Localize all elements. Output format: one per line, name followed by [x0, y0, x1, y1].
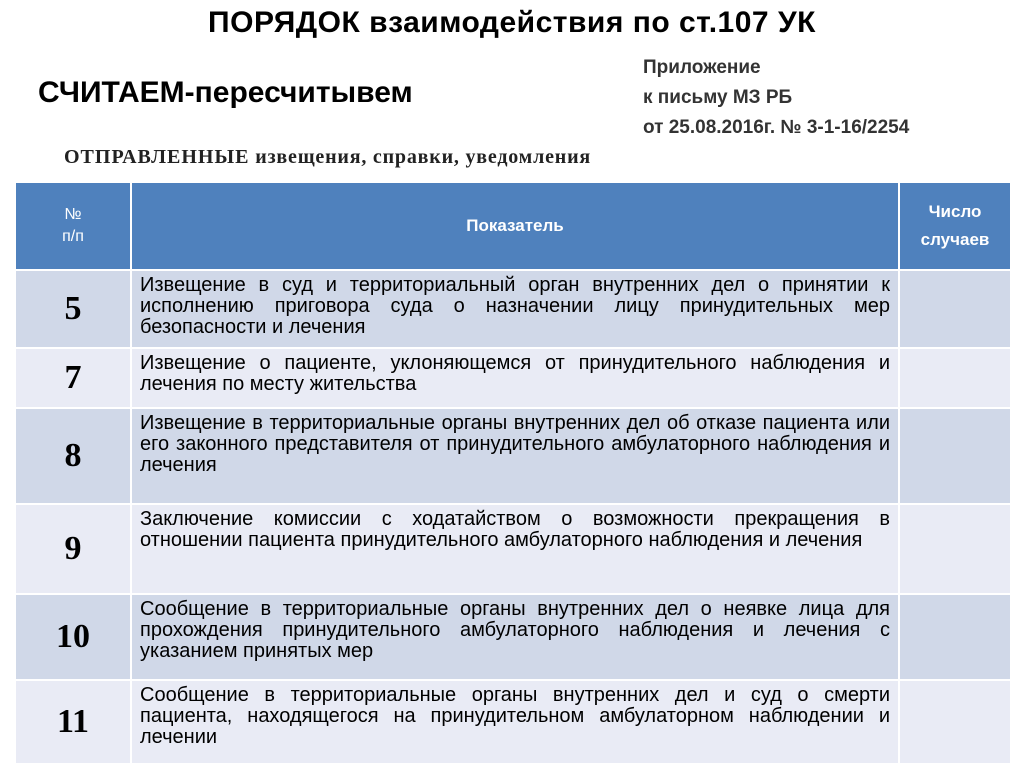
header-number-line-1: № — [64, 206, 82, 223]
page-subtitle: СЧИТАЕМ-пересчитывем — [38, 76, 413, 109]
header-number — [15, 182, 131, 270]
table-row — [15, 408, 1011, 504]
row-count-cell[interactable] — [899, 408, 1011, 504]
row-count-cell[interactable] — [899, 504, 1011, 594]
header-number-line-2: п/п — [62, 228, 84, 245]
row-indicator: Сообщение в территориальные органы внутренних дел и суд о смерти пациента, находящегося на принудительном амбулаторном наблюдении и лечении — [131, 680, 899, 764]
table-row — [15, 594, 1011, 680]
row-number: 5 — [15, 270, 131, 348]
table-row — [15, 348, 1011, 408]
appendix-line-1: Приложение — [643, 57, 761, 78]
row-number: 11 — [15, 680, 131, 764]
table-header-row — [15, 182, 1011, 270]
appendix-line-3: от 25.08.2016г. № 3-1-16/2254 — [643, 117, 910, 138]
appendix-line-2: к письму МЗ РБ — [643, 87, 793, 108]
row-count-cell[interactable] — [899, 680, 1011, 764]
header-count-line-1: Число — [928, 202, 982, 221]
header-count — [899, 182, 1011, 270]
row-number: 10 — [15, 594, 131, 680]
row-count-cell[interactable] — [899, 348, 1011, 408]
row-indicator: Извещение в суд и территориальный орган внутренних дел о принятии к исполнению приговора суда о назначении лицу принудительных мер безопасности и лечения — [131, 270, 899, 348]
table-row — [15, 270, 1011, 348]
appendix-note — [643, 53, 909, 143]
sent-heading-caps: ОТПРАВЛЕННЫЕ — [64, 146, 250, 168]
row-count-cell[interactable] — [899, 270, 1011, 348]
row-count-cell[interactable] — [899, 594, 1011, 680]
row-indicator: Извещение о пациенте, уклоняющемся от принудительного наблюдения и лечения по месту жительства — [131, 348, 899, 408]
table-row — [15, 680, 1011, 764]
header-indicator: Показатель — [131, 182, 899, 270]
row-number: 8 — [15, 408, 131, 504]
row-indicator: Сообщение в территориальные органы внутренних дел о неявке лица для прохождения принудительного амбулаторного наблюдения и лечения с указанием принятых мер — [131, 594, 899, 680]
row-indicator: Извещение в территориальные органы внутренних дел об отказе пациента или его законного представителя от принудительного амбулаторного наблюдения и лечения — [131, 408, 899, 504]
page-title: ПОРЯДОК взаимодействия по ст.107 УК — [208, 6, 816, 39]
sent-documents-heading — [64, 146, 591, 169]
row-number: 9 — [15, 504, 131, 594]
row-indicator: Заключение комиссии с ходатайством о возможности прекращения в отношении пациента принудительного амбулаторного наблюдения и лечения — [131, 504, 899, 594]
sent-heading-rest: извещения, справки, уведомления — [249, 146, 592, 168]
report-table — [14, 181, 1012, 765]
header-count-line-2: случаев — [920, 230, 990, 249]
row-number: 7 — [15, 348, 131, 408]
table-row — [15, 504, 1011, 594]
